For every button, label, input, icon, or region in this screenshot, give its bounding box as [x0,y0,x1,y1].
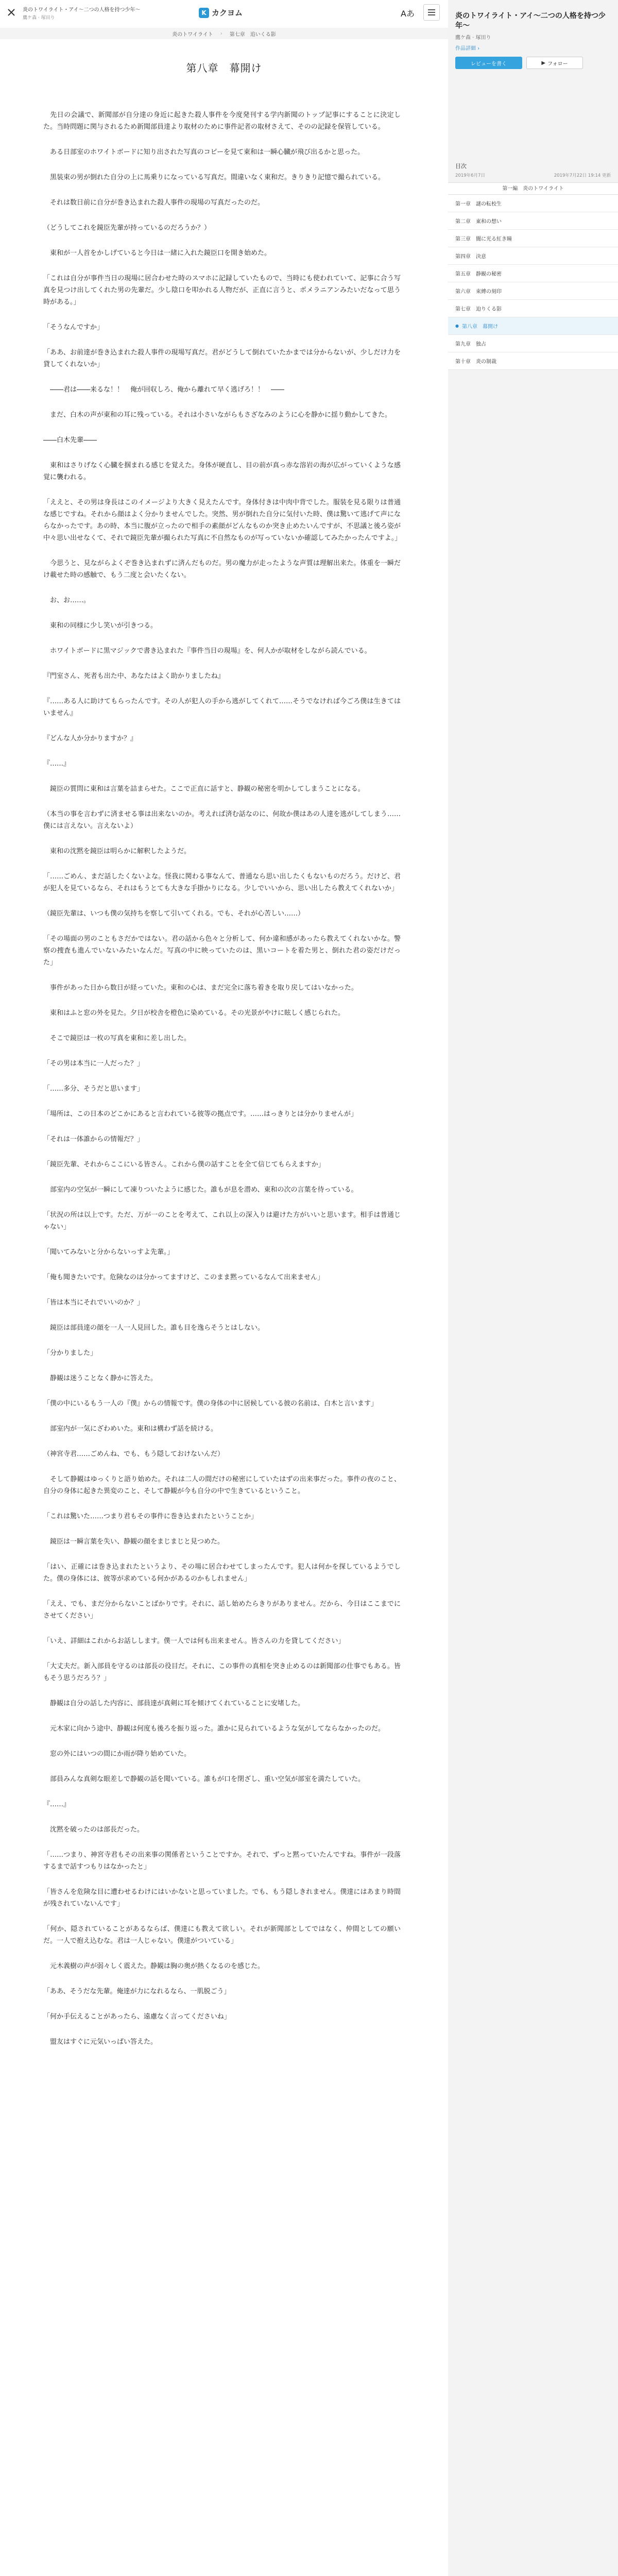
top-header [0,0,448,25]
body-paragraph: 『……』 [43,1801,71,1808]
body-paragraph: 元木義樹の声が弱々しく震えた。静観は胸の奥が熱くなるのを感じた。 [43,1962,265,1970]
episode-body [43,109,401,2061]
bookmark-icon: ▶ [541,60,546,66]
toc-item[interactable] [448,317,618,335]
menu-button[interactable] [423,4,440,21]
body-paragraph: 沈黙を破ったのは部長だった。 [43,1826,144,1834]
toc-item-label: 第七章 迫りくる影 [455,307,502,312]
body-paragraph: 「そうなんですか」 [43,324,104,331]
body-paragraph: 「ええ、でも、まだ分からないことばかりです。それに、話し始めたらきりがありません。だから、今日はここまでにさせてください」 [43,1600,401,1620]
episode-title: 第八章 幕開け [186,62,262,74]
body-paragraph: 東和が一人首をかしげていると今日は一緒に入れた鏡臣口を開き始めた。 [43,249,271,257]
font-size-button[interactable]: Aあ [401,9,415,19]
body-paragraph: 「何か、隠されていることがあるならば、僕達にも教えて欲しい。それが新聞部としてではなく、仲間としての願いだ。一人で抱え込むな。君は一人じゃない。僕達がついている」 [43,1925,401,1945]
body-paragraph: 『……ある人に助けてもらったんです。その人が犯人の手から逃がしてくれて……そうでなければ今ごろ僕は生きてはいません』 [43,698,401,717]
body-paragraph: ホワイトボードに黒マジックで書き込まれた『事件当日の現場』を、何人かが取材をしながら読んでいる。 [43,647,371,655]
work-author[interactable]: 鷹ケ森 · 塚田り [23,15,55,21]
body-paragraph: 「……ごめん、まだ話したくないよな。怪我に関わる事なんて、普通なら思い出したくもないものだろう。だけど、君が犯人を見ているなら、それはもうとても大きな手掛かりになる。少しでいいから、思い出したら教えてくれないか」 [43,873,401,892]
breadcrumb-work[interactable]: 炎のトワイライト [172,31,213,38]
body-paragraph: 「何か手伝えることがあったら、遠慮なく言ってくださいね」 [43,2013,231,2021]
body-paragraph: 部員みんな真剣な眼差しで静観の話を聞いている。誰もが口を閉ざし、重い空気が部室を満たしていた。 [43,1775,365,1783]
toc-item[interactable] [448,282,618,300]
breadcrumb-separator: › [220,30,222,37]
body-paragraph: 鏡臣は部員達の顔を一人一人見回した。誰も目を逸らそうとはしない。 [43,1324,265,1332]
toc-item-label: 第一章 謎の転校生 [455,201,502,207]
body-paragraph: 「それは一体誰からの情報だ？」 [43,1136,144,1143]
body-paragraph: 東和はふと窓の外を見た。夕日が校舎を橙色に染めている。その光景がやけに眩しく感じられた。 [43,1009,345,1017]
toc-item[interactable] [448,300,618,317]
follow-button[interactable] [526,57,583,69]
body-paragraph: 「場所は、この日本のどこかにあると言われている彼等の拠点です。……はっきりとは分かりませんが」 [43,1110,357,1118]
toc-item-label: 第三章 闇に光る紅き瞳 [455,236,512,242]
body-paragraph: まだ、白木の声が東和の耳に残っている。それは小さいながらもさざなみのように心を静かに揺り動かしてきた。 [43,411,392,419]
body-paragraph: 『どんな人か分かりますか？』 [43,735,138,742]
body-paragraph: 窓の外にはいつの間にか雨が降り始めていた。 [43,1750,191,1758]
work-sidebar [448,0,618,2576]
body-paragraph: 事件があった日から数日が経っていた。東和の心は、まだ完全に落ち着きを取り戻してはいなかった。 [43,984,358,992]
body-paragraph: 東和はさりげなく心臓を掴まれる感じを覚えた。身体が硬直し、目の前が真っ赤な溶岩の海が広がっていくような感覚に襲われる。 [43,462,401,481]
body-paragraph: （本当の事を言わずに済ませる事は出来ないのか。考えれば済む話なのに、何故か僕はあの人達を逃がしてしまう……僕には言えない。言えないよ） [43,810,401,830]
close-button[interactable] [0,1,23,24]
toc-item-label: 第四章 決意 [455,254,486,260]
sidebar-work-title[interactable]: 炎のトワイライト・アイ～二つの人格を持つ少年～ [455,12,606,30]
logo-mark-icon: K [199,8,209,18]
write-review-button[interactable] [455,57,522,69]
started-date: 2019年6月7日 [455,173,485,178]
toc-item-label: 第二章 東和の想い [455,219,502,225]
body-paragraph: 「はい、正確には巻き込まれたというより、その場に居合わせてしまったんです。犯人は何かを探しているようでした。僕の身体には、彼等が求めている何かがあるのかもしれません」 [43,1563,401,1583]
work-meta [23,4,172,21]
body-paragraph: ――君は――来るな！！ 俺が回収しろ、俺から離れて早く逃げろ！！ ―― [43,386,285,394]
body-paragraph: 「その男は本当に一人だった？」 [43,1060,144,1067]
toc-dates [448,172,618,182]
body-paragraph: 「これは自分が事件当日の現場に居合わせた時のスマホに記録していたもので、当時にも使われていて、記事に合う写真を見つけ出してくれた男の先輩だ。少し陰口を叩かれる人物だが、正直に言うと、ポメラニアンみたいだなって思う時がある。」 [43,275,401,306]
body-paragraph: 東和の沈黙を鏡臣は明らかに解釈したようだ。 [43,848,191,855]
body-paragraph: 『……』 [43,760,71,768]
body-paragraph: 今思うと、見ながらよくぞ巻き込まれずに済んだものだ。男の魔力が走ったような声質は理解出来た。体重を一瞬だけ載せた時の感触で、もう二度と会いたくない。 [43,560,401,579]
toc-item[interactable] [448,265,618,282]
body-paragraph: そして静観はゆっくりと語り始めた。それは二人の間だけの秘密にしていたはずの出来事だった。事件の夜のこと、自分の身体に起きた異変のこと、そして静観が今も自分の中で生きているということ。 [43,1476,401,1495]
toc-item-label: 第九章 独占 [455,342,486,347]
body-paragraph: 「聞いてみないと分からないっすよ先輩。」 [43,1248,174,1256]
body-paragraph: （神宮寺君……ごめんね、でも、もう隠しておけないんだ） [43,1450,225,1458]
body-paragraph: 元木家に向かう途中、静観は何度も後ろを振り返った。誰かに見られているような気がしてならなかったのだ。 [43,1725,385,1733]
updated-date: 2019年7月22日 19:14 更新 [554,173,611,178]
logo-text: カクヨム [212,8,243,18]
body-paragraph: 「大丈夫だ。新入部員を守るのは部長の役目だ。それに、この事件の真相を突き止めるのは新聞部の仕事でもある。皆もそう思うだろう？」 [43,1663,401,1682]
body-paragraph: お、お……。 [43,597,91,604]
body-paragraph: 「これは驚いた……つまり君もその事件に巻き込まれたということか」 [43,1513,258,1520]
body-paragraph: （鏡臣先輩は、いつも僕の気持ちを察して引いてくれる。でも、それが心苦しい……） [43,910,305,918]
body-paragraph: 静観は自分の話した内容に、部員達が真剣に耳を傾けてくれていることに安堵した。 [43,1700,305,1707]
body-paragraph: 「状況の所は以上です。ただ、万が一のことを考えて、これ以上の深入りは避けた方がいいと思います。相手は普通じゃない」 [43,1211,401,1231]
body-paragraph: 先日の会議で、新聞部が自分達の身近に起きた殺人事件を今度発刊する学内新聞のトップ記事にすることに決定した。当時問題に関与されるため新聞部員達より取材のために事件記者の取材さえて、そのの記録を保管している。 [43,111,401,131]
kakuyomu-logo[interactable] [199,7,243,18]
body-paragraph: 「俺も聞きたいです。危険なのは分かってますけど、このまま黙っているなんて出来ません」 [43,1274,324,1281]
body-paragraph: 黒装束の男が倒れた自分の上に馬乗りになっている写真だ。間違いなく東和だ。きりきり記憶で撮られている。 [43,174,385,181]
body-paragraph: それは数日前に自分が巻き込まれた殺人事件の現場の写真だったのだ。 [43,199,265,207]
toc-label: 目次 [448,157,618,172]
body-paragraph: 「ああ、お前達が巻き込まれた殺人事件の現場写真だ。君がどうして倒れていたかまでは分からないが、少しだけ力を貸してくれないか」 [43,349,401,368]
toc-item[interactable] [448,335,618,352]
body-paragraph: 鏡臣の質問に東和は言葉を詰まらせた。ここで正直に話すと、静観の秘密を明かしてしまうことになる。 [43,785,365,793]
body-paragraph: 東和の同様に少し笑いが引きつる。 [43,622,158,630]
toc-group-title: 第一編 炎のトワイライト [448,182,618,195]
body-paragraph: 鏡臣は一瞬言葉を失い、静観の顔をまじまじと見つめた。 [43,1538,225,1546]
hamburger-icon [428,9,435,10]
toc-item[interactable] [448,247,618,265]
toc-item-label: 第五章 静観の秘密 [455,272,502,277]
body-paragraph: 「皆さんを危険な目に遭わせるわけにはいかないと思っていました。でも、もう隠しきれません。僕達にはあまり時間が残されていないんです」 [43,1888,401,1908]
body-paragraph: 部室内の空気が一瞬にして凍りついたように感じた。誰もが息を潜め、東和の次の言葉を待っている。 [43,1186,358,1194]
body-paragraph: 「鏡臣先輩、それからここにいる皆さん。これから僕の話すことを全て信じてもらえますか」 [43,1161,325,1168]
body-paragraph: 「……多分、そうだと思います」 [43,1085,144,1093]
body-paragraph: 「その場面の男のこともさだかではない。君の話から色々と分析して、何か違和感があったら教えてくれないかな。警察の捜査も進んでいないみたいなんだ。写真の中に映っていたのは、黒いコートを着た男と、倒れた君の姿だけだった」 [43,935,401,967]
breadcrumb-chapter[interactable]: 第七章 追いくる影 [229,31,276,38]
body-paragraph: 「……つまり、神宮寺君もその出来事の関係者ということですか。それで、ずっと黙っていたんですね。事件が一段落するまで話すつもりはなかったと」 [43,1851,401,1871]
toc-list [448,195,618,370]
body-paragraph: 静観は迷うことなく静かに答えた。 [43,1375,158,1382]
write-review-label: レビューを書く [471,61,507,67]
body-paragraph: 「分かりました」 [43,1349,97,1357]
toc-item[interactable] [448,230,618,247]
body-paragraph: ――白木先輩―― [43,436,97,444]
body-paragraph: 盟友はすぐに元気いっぱい答えた。 [43,2038,158,2046]
close-icon [7,8,16,17]
toc-item[interactable] [448,212,618,230]
body-paragraph: 「ええと、その男は身長はこのイメージより大きく見えたんです。身体付きは中肉中背でした。服装を見る限りは普通な感じですね。それから顔はよく分かりませんでした。突然、男が倒れた自分に気付いた時、僕は驚いて逃げて声にならなかったです。あの時、本当に腹が立ったので相手の素顔がどんなものか突き止めたいんですが、不思議と後ろ姿が中々思い出せなくて、それで鏡臣先輩が撮られた写真に不自然なものが写っていないか確認してみたかったんですよ。」 [43,499,402,542]
work-detail-link[interactable]: 作品詳細 › [455,46,480,52]
toc-item[interactable] [448,195,618,212]
body-paragraph: 「皆は本当にそれでいいのか？」 [43,1299,144,1307]
breadcrumb [0,28,448,39]
body-paragraph: そこで鏡臣は一枚の写真を東和に差し出した。 [43,1035,191,1042]
body-paragraph: 「僕の中にいるもう一人の『僕』からの情報です。僕の身体の中に居候している彼の名前は、白木と言います」 [43,1400,377,1408]
toc-item[interactable] [448,352,618,370]
toc-item-label: 第十章 炎の制裁 [455,359,496,365]
toc-item-label: 第八章 幕開け [461,324,498,330]
body-paragraph: （どうしてこれを鏡臣先輩が持っているのだろうか？） [43,224,211,232]
body-paragraph: 部室内が一気にざわめいた。東和は構わず話を続ける。 [43,1425,218,1433]
body-paragraph: 「ああ、そうだな先輩。俺達が力になれるなら、一肌脱ごう」 [43,1988,231,1995]
work-title[interactable]: 炎のトワイライト・アイ～二つの人格を持つ少年～ [23,7,141,13]
follow-label: フォロー [547,61,568,67]
body-paragraph: ある日部室のホワイトボードに知り出された写真のコピーを見て東和は一瞬心臓が飛び出るかと思った。 [43,148,365,156]
body-paragraph: 『門室さん、死者も出た中、あなたはよく助かりましたね』 [43,672,225,680]
current-marker-icon: ● [455,324,459,328]
body-paragraph: 「いえ、詳細はこれからお話しします。僕一人では何も出来ません。皆さんの力を貸してください」 [43,1637,345,1645]
toc-item-label: 第六章 束縛の刻印 [455,289,502,295]
sidebar-author[interactable]: 鷹ケ森 · 塚田り [455,35,491,41]
